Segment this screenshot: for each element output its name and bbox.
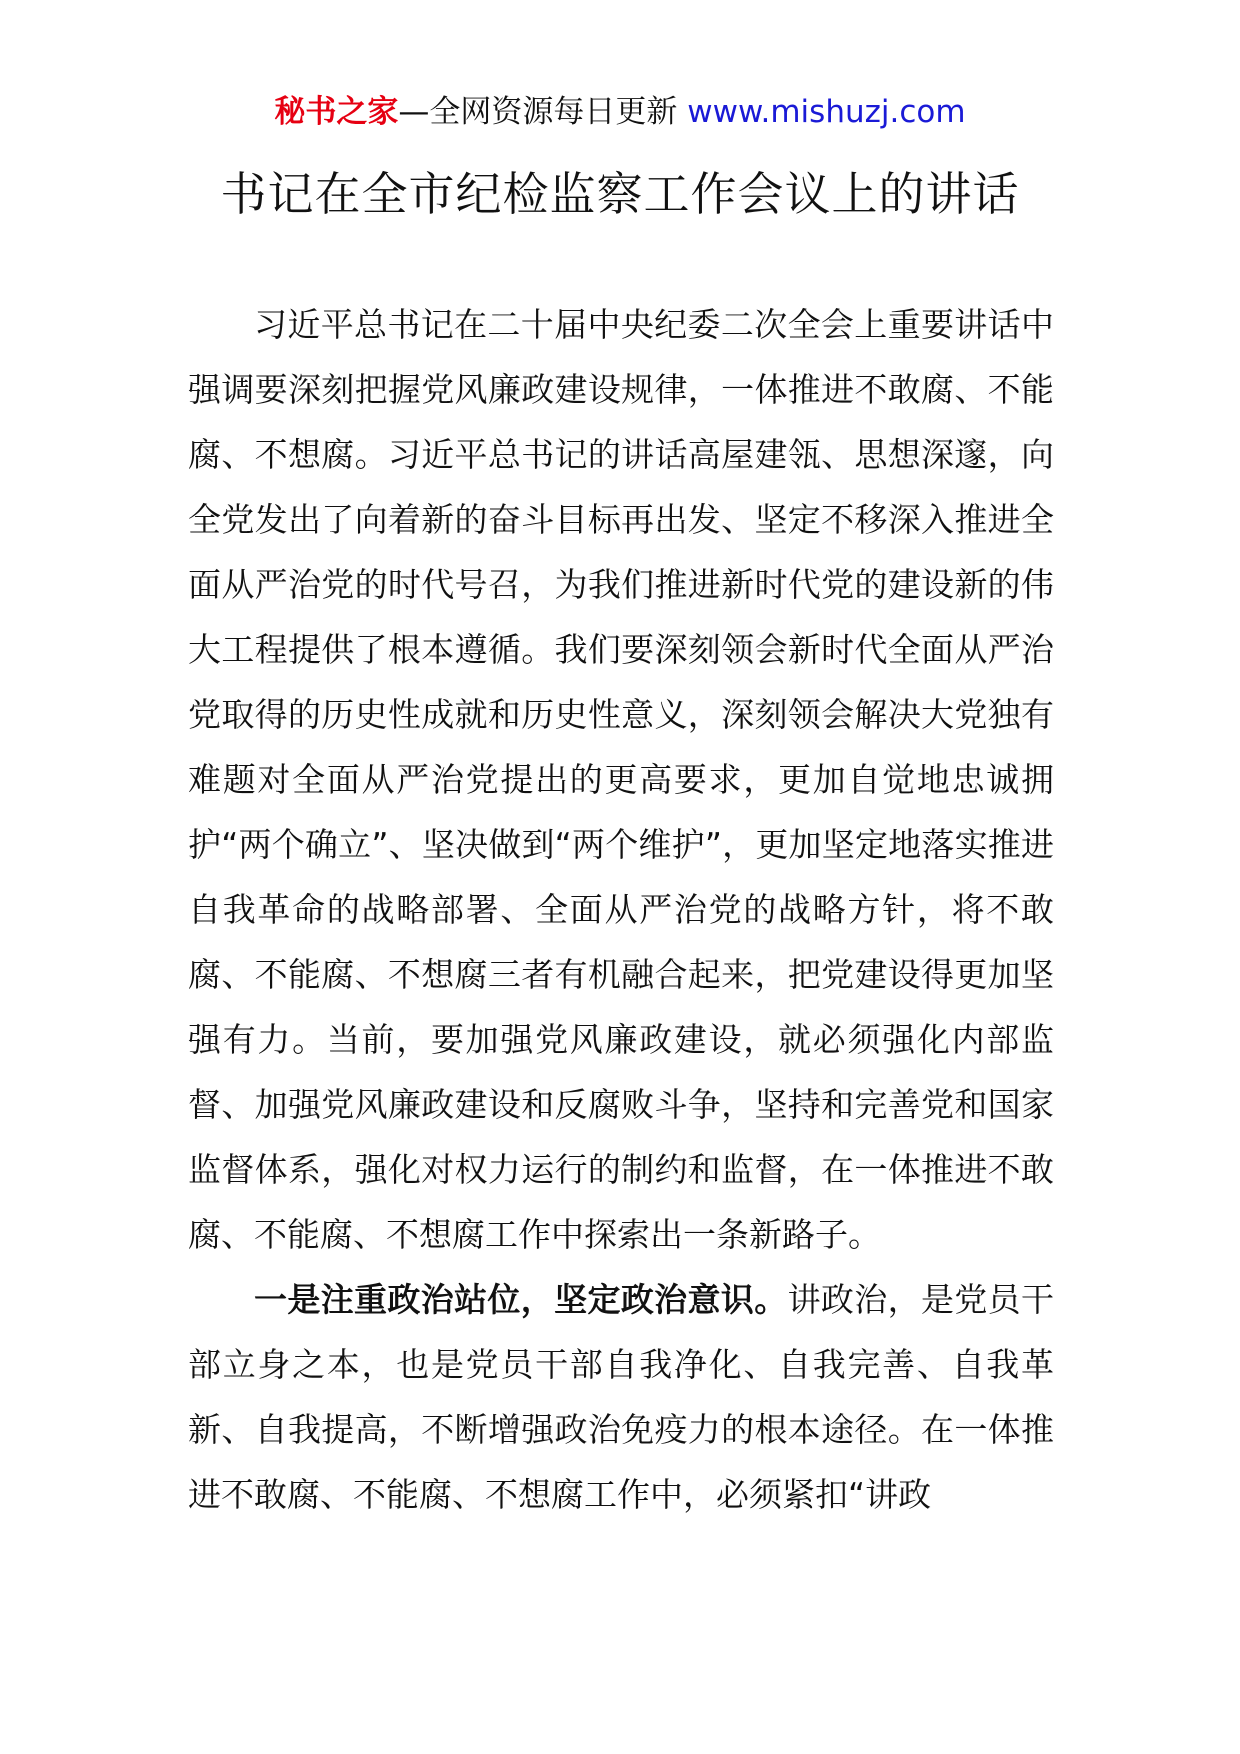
header-tagline: —全网资源每日更新: [398, 94, 688, 130]
paragraph: [188, 292, 1054, 1267]
paragraph-text: 讲政治，是党员干部立身之本，也是党员干部自我净化、自我完善、自我革新、自我提高，不断增强政治免疫力的根本途径。在一体推进不敢腐、不能腐、不想腐工作中，必须紧扣“讲政: [188, 1280, 1055, 1514]
document-title: 书记在全市纪检监察工作会议上的讲话: [220, 167, 1020, 221]
site-header: [0, 92, 1240, 132]
site-url[interactable]: www.mishuzj.com: [687, 94, 966, 130]
paragraph-lead: 一是注重政治站位，坚定政治意识。: [254, 1280, 788, 1319]
brand-name: 秘书之家: [274, 94, 399, 130]
paragraph: [188, 1267, 1054, 1527]
document-body: [188, 292, 1054, 1527]
paragraph-text: 习近平总书记在二十届中央纪委二次全会上重要讲话中强调要深刻把握党风廉政建设规律，一体推进不敢腐、不能腐、不想腐。习近平总书记的讲话高屋建瓴、思想深邃，向全党发出了向着新的奋斗目标再出发、坚定不移深入推进全面从严治党的时代号召，为我们推进新时代党的建设新的伟大工程提供了根本遵循。我们要深刻领会新时代全面从严治党取得的历史性成就和历史性意义，深刻领会解决大党独有难题对全面从严治党提出的更高要求，更加自觉地忠诚拥护“两个确立”、坚决做到“两个维护”，更加坚定地落实推进自我革命的战略部署、全面从严治党的战略方针，将不敢腐、不能腐、不想腐三者有机融合起来，把党建设得更加坚强有力。当前，要加强党风廉政建设，就必须强化内部监督、加强党风廉政建设和反腐败斗争，坚持和完善党和国家监督体系，强化对权力运行的制约和监督，在一体推进不敢腐、不能腐、不想腐工作中探索出一条新路子。: [188, 305, 1054, 1254]
